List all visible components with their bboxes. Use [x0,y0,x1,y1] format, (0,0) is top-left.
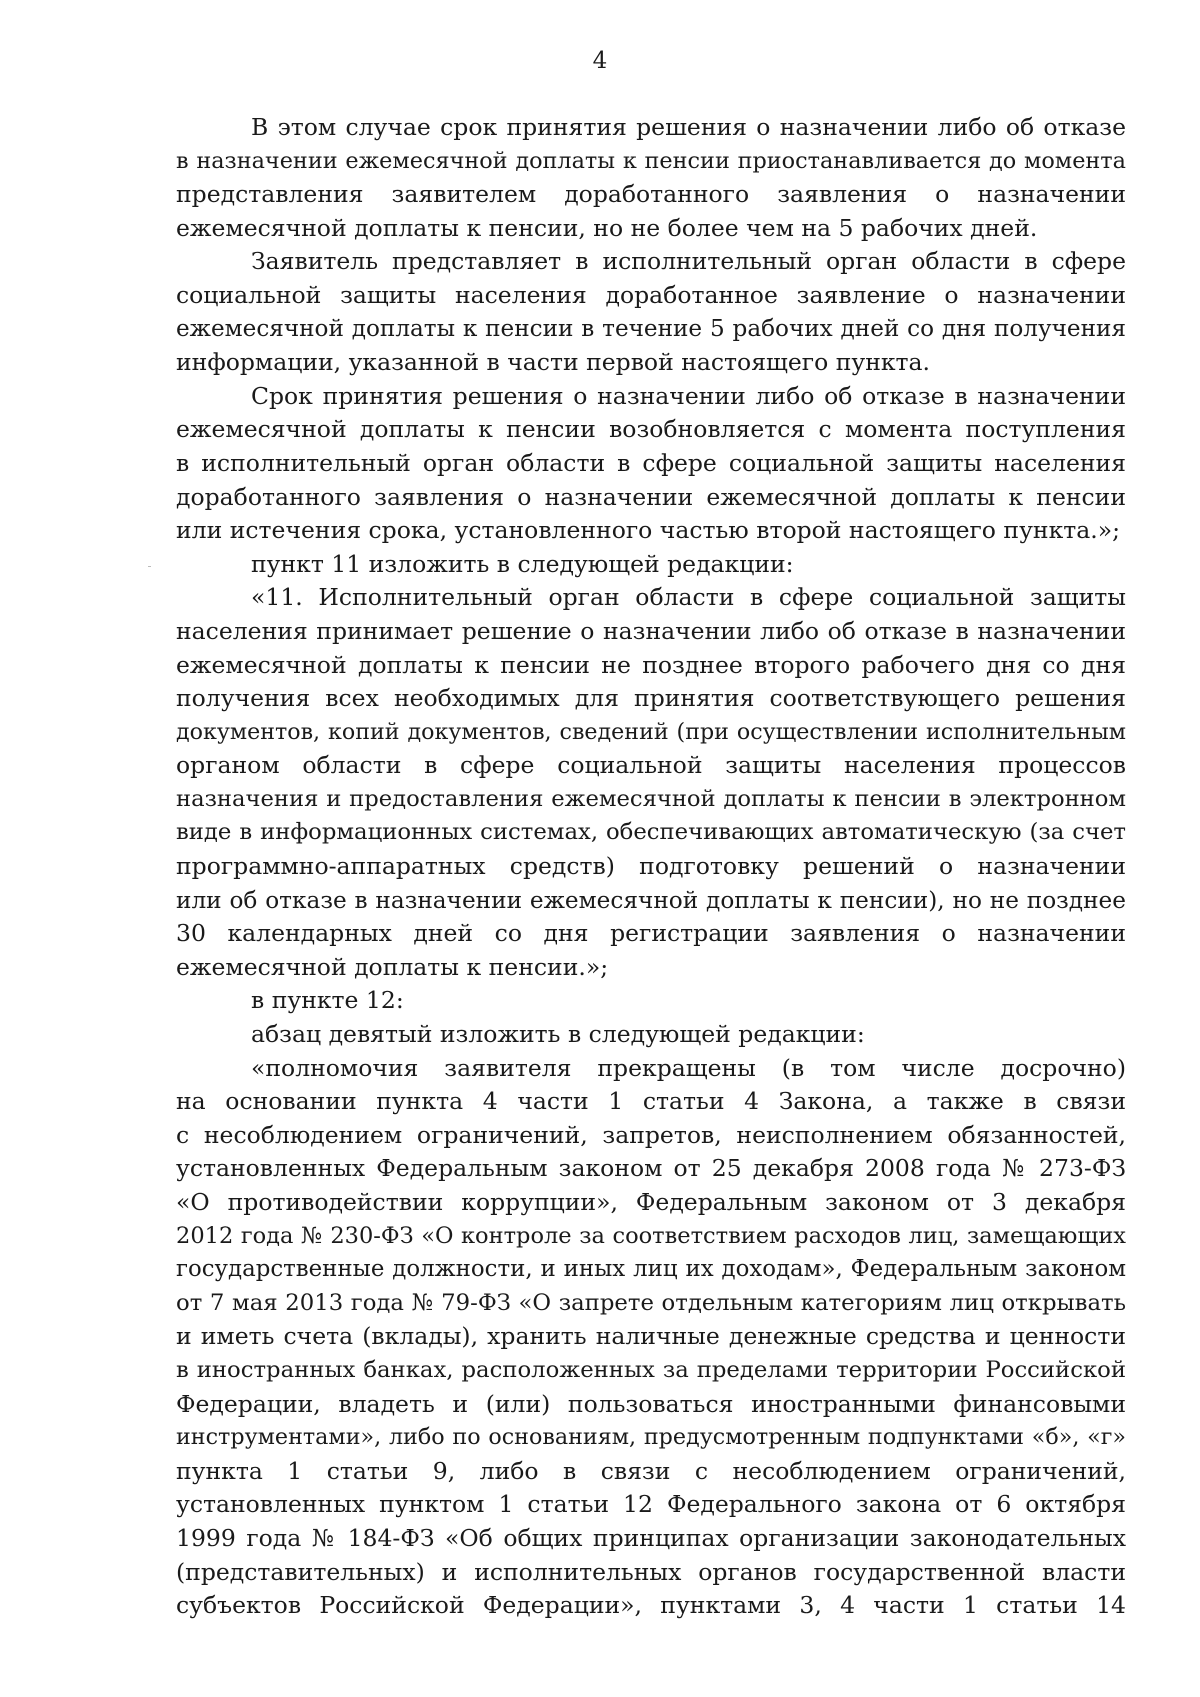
text-line: 30 календарных дней со дня регистрации заявления о назначении [176,919,1126,948]
text-line: представления заявителем доработанного заявления о назначении [176,180,1126,209]
text-line: документов, копий документов, сведений (при осуществлении исполнительным [176,718,1126,745]
text-line: В этом случае срок принятия решения о назначении либо об отказе [251,113,1126,141]
text-line: установленных Федеральным законом от 25 декабря 2008 года № 273-ФЗ [176,1154,1126,1183]
text-line: установленных пунктом 1 статьи 12 Федерального закона от 6 октября [176,1490,1126,1519]
text-line: ежемесячной доплаты к пенсии.»; [176,952,609,981]
text-line: от 7 мая 2013 года № 79-ФЗ «О запрете отдельным категориям лиц открывать [176,1289,1126,1316]
text-line: в иностранных банках, расположенных за пределами территории Российской [176,1356,1126,1383]
text-line: 1999 года № 184-ФЗ «Об общих принципах организации законодательных [176,1523,1126,1552]
text-line: пункт 11 изложить в следующей редакции: [251,549,794,578]
text-line: или истечения срока, установленного частью второй настоящего пункта.»; [176,516,1121,545]
text-line: ежемесячной доплаты к пенсии в течение 5 рабочих дней со дня получения [176,315,1126,342]
text-line: абзац девятый изложить в следующей редакции: [251,1020,865,1049]
text-line: в назначении ежемесячной доплаты к пенсии приостанавливается до момента [176,147,1126,174]
text-line: на основании пункта 4 части 1 статьи 4 Закона, а также в связи [176,1087,1126,1116]
text-line: доработанного заявления о назначении ежемесячной доплаты к пенсии [176,482,1126,511]
text-line: инструментами», либо по основаниям, предусмотренным подпунктами «б», «г» [176,1424,1126,1451]
text-line: (представительных) и исполнительных органов государственной власти [176,1557,1126,1586]
text-line: социальной защиты населения доработанное заявление о назначении [176,280,1126,309]
text-line: «11. Исполнительный орган области в сфере социальной защиты [251,583,1126,612]
text-line: «О противодействии коррупции», Федеральным законом от 3 декабря [176,1188,1126,1216]
text-line: программно-аппаратных средств) подготовку решений о назначении [176,852,1126,881]
text-line: пункта 1 статьи 9, либо в связи с несоблюдением ограничений, [176,1456,1126,1485]
page-number: 4 [592,48,608,74]
scan-artifact [148,566,151,567]
text-line: ежемесячной доплаты к пенсии возобновляется с момента поступления [176,415,1126,444]
text-line: Срок принятия решения о назначении либо об отказе в назначении [251,381,1126,410]
text-line: с несоблюдением ограничений, запретов, неисполнением обязанностей, [176,1120,1126,1149]
text-line: виде в информационных системах, обеспечивающих автоматическую (за счет [176,819,1126,846]
text-line: населения принимает решение о назначении либо об отказе в назначении [176,616,1126,645]
body-text [176,111,1126,1623]
text-line: Федерации, владеть и (или) пользоваться иностранными финансовыми [176,1389,1126,1418]
text-line: государственные должности, и иных лиц их доходам», Федеральным законом [176,1256,1126,1283]
text-line: 2012 года № 230-ФЗ «О контроле за соответствием расходов лиц, замещающих [176,1222,1126,1249]
text-line: «полномочия заявителя прекращены (в том числе досрочно) [251,1053,1126,1082]
text-line: органом области в сфере социальной защиты населения процессов [176,751,1126,780]
text-line: или об отказе в назначении ежемесячной доплаты к пенсии), но не позднее [176,886,1126,914]
text-line: ежемесячной доплаты к пенсии, но не более чем на 5 рабочих дней. [176,213,1038,242]
text-line: ежемесячной доплаты к пенсии не позднее второго рабочего дня со дня [176,650,1126,679]
text-line: назначения и предоставления ежемесячной доплаты к пенсии в электронном [176,785,1126,812]
text-line: субъектов Российской Федерации», пунктами 3, 4 части 1 статьи 14 [176,1591,1126,1620]
text-line: Заявитель представляет в исполнительный орган области в сфере [251,247,1126,276]
text-line: в исполнительный орган области в сфере социальной защиты населения [176,448,1126,477]
text-line: информации, указанной в части первой настоящего пункта. [176,348,931,377]
text-line: и иметь счета (вклады), хранить наличные денежные средства и ценности [176,1322,1126,1351]
text-line: получения всех необходимых для принятия соответствующего решения [176,684,1126,713]
text-line: в пункте 12: [251,986,404,1015]
